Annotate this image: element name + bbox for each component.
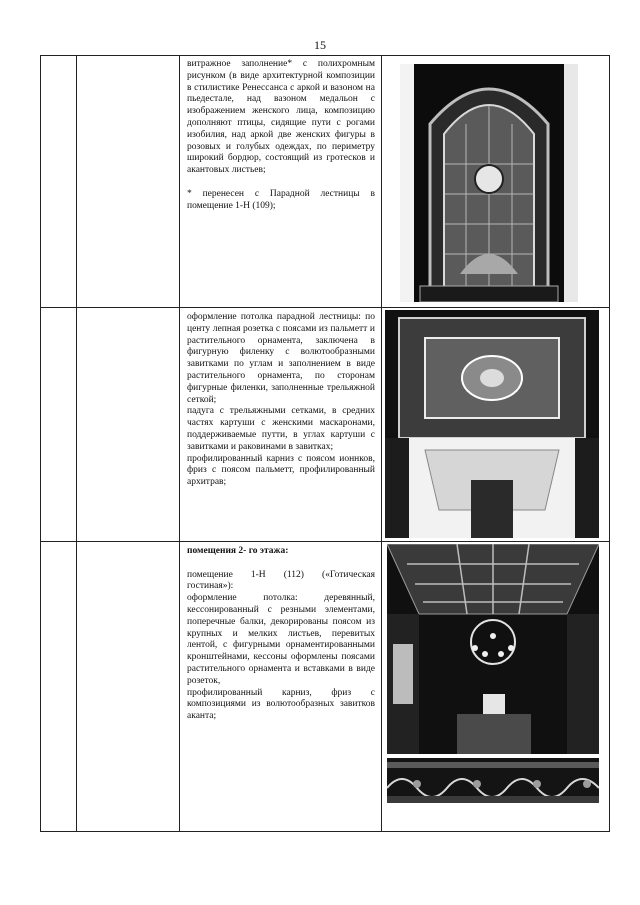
column-divider-3	[381, 56, 382, 831]
row-3-description	[187, 546, 375, 723]
staircase-ceiling-photo	[385, 310, 599, 538]
gothic-drawing-room-photo	[387, 544, 599, 754]
row-3-spacer	[187, 558, 375, 570]
row-divider-1	[41, 307, 609, 308]
stained-glass-window-photo	[400, 64, 578, 302]
row-2-paragraph-1: оформление потолка парадной лестницы: по центу лепная розетка с поясами из пальметт и растительного орнамента, заключена в фигурную филенку с волютообразными завитками по углам и заполнением в виде растительного орнамента, по сторонам фигурные филенки, заполненные трельяжной сеткой;	[187, 312, 375, 405]
row-3-paragraph-4: профилированный карниз, фриз с композициями из волютообразных завитков аканта;	[187, 687, 375, 722]
row-2-description	[187, 312, 375, 489]
document-table	[40, 55, 610, 832]
carved-frieze-photo	[387, 758, 599, 803]
row-2-paragraph-2: падуга с трельяжными сетками, в средних частях картуши с женскими маскаронами, поддерживаемые путти, в углах картуши с завитками и раковинами в завитках;	[187, 406, 375, 452]
row-1-description	[187, 59, 375, 212]
stained-glass-window-image	[400, 64, 578, 302]
row-2-paragraph-3: профилированный карниз с поясом ионнков, фриз с поясом пальметт, профилированный архитрав;	[187, 453, 375, 488]
carved-frieze-image	[387, 758, 599, 803]
section-heading: помещения 2- го этажа:	[187, 546, 289, 556]
row-1-paragraph-3: * перенесен с Парадной лестницы в помещение 1-Н (109);	[187, 188, 375, 211]
page-number: 15	[314, 38, 326, 52]
column-divider-1	[76, 56, 77, 831]
row-divider-2	[41, 541, 609, 542]
gothic-drawing-room-image	[387, 544, 599, 754]
row-1-spacer	[187, 177, 375, 189]
column-divider-2	[179, 56, 180, 831]
row-3-paragraph-2: помещение 1-Н (112) («Готическая гостиная»):	[187, 569, 375, 592]
row-1-paragraph-1: витражное заполнение* с полихромным рисунком (в виде архитектурной композиции в стилистике Ренессанса с аркой и вазоном на пьедестале, над вазоном медальон с изображением женского лица, композицию дополняют птицы, сидящие пути с рогами изобилия, над аркой две женских фигуры в розовых и голубых одеждах, по периметру широкий бордюр, состоящий из гротесков и акантовых листьев;	[187, 59, 375, 176]
staircase-ceiling-image	[385, 310, 599, 538]
row-3-paragraph-3: оформление потолка: деревянный, кессонированный с резными элементами, поперечные балки, декорированы поясом из крупных и мелких листьев, перевитых лентой, с фигурными орнаментированными кронштейнами, кессоны оформлены поясами растительного орнамента и вставками в виде розеток,	[187, 593, 375, 686]
